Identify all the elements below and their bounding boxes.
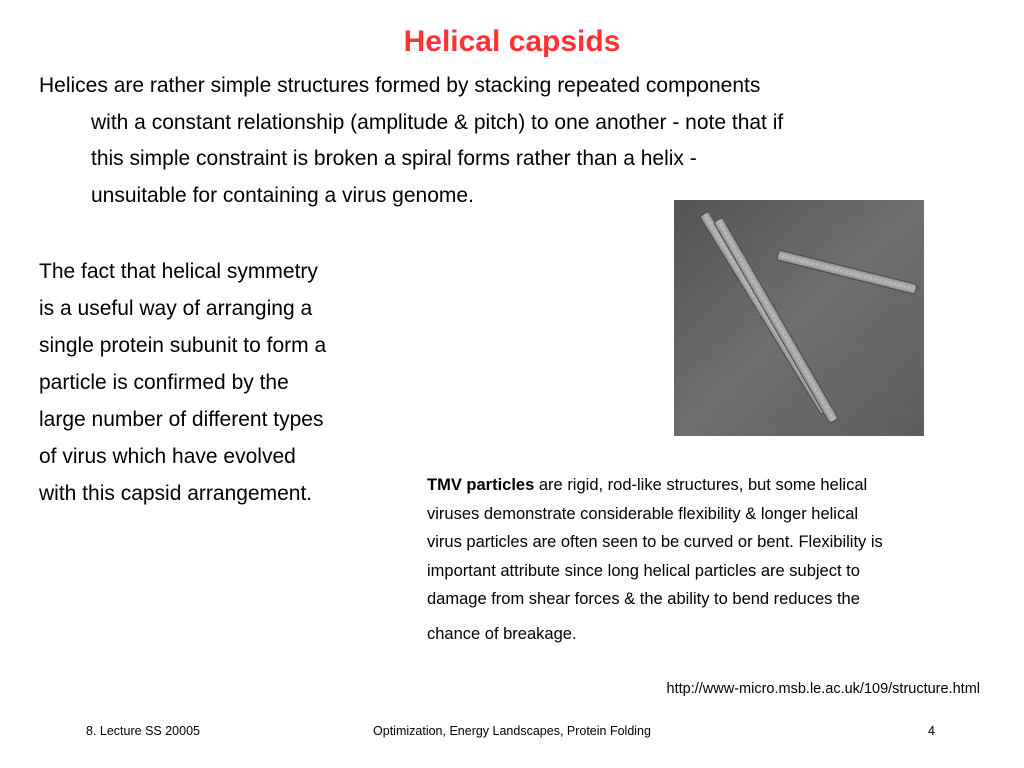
source-url-link[interactable]: http://www-micro.msb.le.ac.uk/109/structure.html	[666, 681, 980, 697]
helical-symmetry-paragraph	[39, 253, 409, 512]
caption-line: virus particles are often seen to be curved or bent. Flexibility is	[427, 533, 883, 551]
caption-line: viruses demonstrate considerable flexibility & longer helical	[427, 504, 859, 523]
intro-line: with a constant relationship (amplitude & pitch) to one another - note that if	[91, 110, 784, 134]
page-number: 4	[928, 724, 935, 738]
paragraph-line: with this capsid arrangement.	[39, 482, 313, 505]
caption-line	[427, 471, 987, 500]
intro-paragraph	[39, 68, 959, 214]
caption-line: important attribute since long helical particles are subject to	[427, 561, 860, 580]
caption-line: damage from shear forces & the ability to bend reduces the	[427, 590, 860, 608]
paragraph-line: is a useful way of arranging a	[39, 297, 313, 320]
paragraph-line: single protein subunit to form a	[39, 334, 327, 357]
caption-line: chance of breakage.	[427, 624, 577, 643]
intro-line: this simple constraint is broken a spiral forms rather than a helix -	[91, 147, 697, 170]
paragraph-line: particle is confirmed by the	[39, 371, 289, 394]
tmv-rods-icon	[674, 200, 924, 436]
slide-title: Helical capsids	[403, 25, 621, 58]
caption-first-line-text: are rigid, rod-like structures, but some helical	[534, 476, 868, 494]
image-caption	[427, 471, 987, 648]
paragraph-line: The fact that helical symmetry	[39, 260, 318, 283]
paragraph-line: of virus which have evolved	[39, 445, 296, 468]
tmv-micrograph-image	[674, 200, 924, 436]
caption-bold-lead: TMV particles	[427, 476, 535, 494]
footer-lecture-label: 8. Lecture SS 20005	[86, 724, 200, 738]
intro-line: Helices are rather simple structures formed by stacking repeated components	[39, 74, 761, 97]
paragraph-line: large number of different types	[39, 408, 324, 431]
intro-line: unsuitable for containing a virus genome.	[91, 183, 474, 207]
footer-course-title: Optimization, Energy Landscapes, Protein Folding	[373, 724, 651, 738]
